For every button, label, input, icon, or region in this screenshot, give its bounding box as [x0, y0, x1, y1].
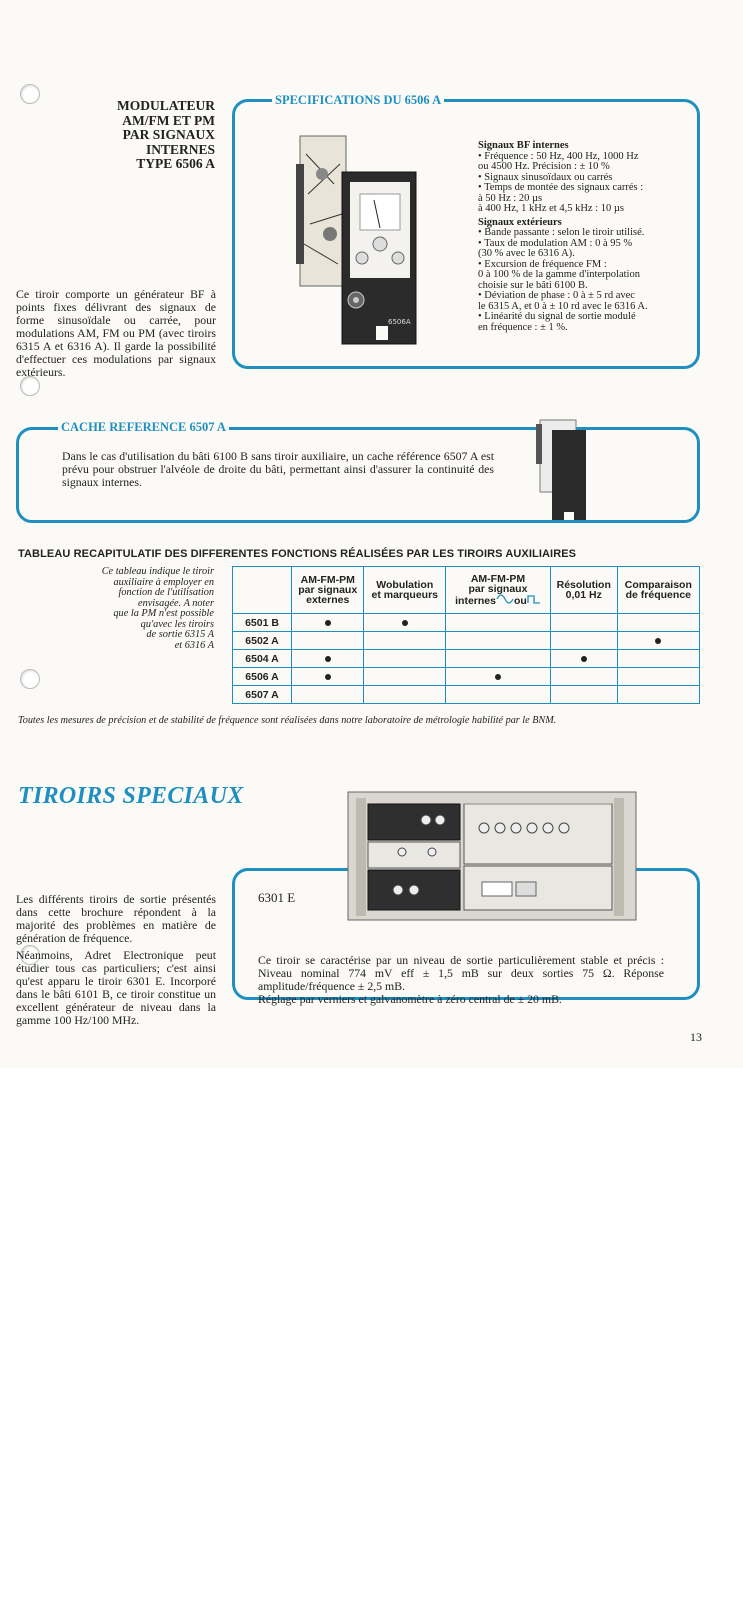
row-label: 6504 A — [233, 650, 292, 668]
speciaux-paragraph-2: Néanmoins, Adret Electronique peut étudier tous cas particuliers; c'est ainsi qu'est apparu le tiroir 6301 E. Incorporé dans le bâti 6101 B, ce tiroir constitue un excellent générateur de niveau dans la gamme 100 Hz/100 MHz. — [16, 948, 216, 1027]
table-cell — [550, 668, 617, 686]
note-line: de sortie 6315 A — [146, 629, 214, 640]
table-cell — [617, 614, 699, 632]
bullet-mark — [325, 656, 331, 662]
column-header-line: externes — [306, 594, 350, 606]
row-label: 6502 A — [233, 632, 292, 650]
spec-line: en fréquence : ± 1 %. — [478, 321, 568, 333]
spec-line: • Linéarité du signal de sortie modulé — [478, 311, 636, 322]
speciaux-paragraph-1: Les différents tiroirs de sortie présentés dans cette brochure répondent à la majorité des problèmes en matière de génération de fréquence. — [16, 892, 216, 945]
title-line: TYPE 6506 A — [136, 156, 215, 171]
table-cell — [617, 686, 699, 704]
column-header-line: Comparaison — [624, 579, 692, 591]
tableau-title: TABLEAU RECAPITULATIF DES DIFFERENTES FONCTIONS RÉALISÉES PAR LES TIROIRS AUXILIAIRES — [18, 548, 577, 560]
section2-title: Signaux extérieurs — [478, 216, 562, 228]
column-header — [364, 567, 446, 614]
note-line: que la PM n'est possible — [113, 608, 214, 619]
spec-line: • Temps de montée des signaux carrés : — [478, 182, 644, 193]
model-6301e-label: 6301 E — [258, 890, 296, 905]
table-cell — [446, 614, 551, 632]
modulateur-description: Ce tiroir comporte un générateur BF à points fixes délivrant des signaux de forme sinusoïdale ou carrée, pour modulations AM, FM ou PM (avec tiroirs 6315 A et 6316 A). Il garde la possibilité d'effectuer ces modulations par signaux extérieurs. — [16, 287, 216, 379]
table-row — [233, 668, 700, 686]
bullet-mark — [325, 674, 331, 680]
row-label: 6506 A — [233, 668, 292, 686]
cache-title: CACHE REFERENCE 6507 A — [58, 420, 229, 435]
column-header-line: par signaux — [298, 584, 358, 596]
section2-lines — [478, 228, 666, 333]
table-row — [233, 614, 700, 632]
spec-line: choisie sur le bâti 6100 B. — [478, 279, 588, 291]
note-line: Ce tableau indique le tiroir — [101, 566, 214, 577]
section1-lines — [478, 152, 666, 215]
table-header-row — [233, 567, 700, 614]
column-header-line: AM-FM-PM — [470, 573, 526, 585]
table-cell — [446, 668, 551, 686]
sine-wave-icon — [496, 594, 514, 604]
column-header — [446, 567, 551, 614]
table-cell — [364, 650, 446, 668]
column-header — [292, 567, 364, 614]
module-6506a-illustration — [294, 124, 422, 348]
spec-line: • Déviation de phase : 0 à ± 5 rd avec — [478, 290, 635, 301]
bati-6101b-illustration — [342, 786, 638, 926]
row-label: 6501 B — [233, 614, 292, 632]
column-header-line: par signaux — [468, 583, 528, 595]
table-cell — [364, 686, 446, 704]
specifications-title: SPECIFICATIONS DU 6506 A — [272, 93, 444, 108]
spec-line: • Fréquence : 50 Hz, 400 Hz, 1000 Hz — [478, 150, 639, 162]
bullet-mark — [325, 620, 331, 626]
table-cell — [550, 650, 617, 668]
table-row — [233, 686, 700, 704]
table-cell — [550, 686, 617, 704]
column-header-line: AM-FM-PM — [300, 574, 355, 586]
bullet-mark — [495, 674, 501, 680]
title-line: AM/FM ET PM — [122, 112, 215, 128]
section1-title: Signaux BF internes — [478, 140, 569, 151]
table-cell — [364, 632, 446, 650]
note-line: envisagée. A noter — [138, 597, 214, 609]
spec-line: le 6315 A, et 0 à ± 10 rd avec le 6316 A. — [478, 300, 648, 312]
table-cell — [550, 632, 617, 650]
table-cell — [446, 650, 551, 668]
binder-hole — [20, 84, 40, 104]
spec-line: à 50 Hz : 20 µs — [478, 192, 543, 204]
tableau-note — [80, 567, 214, 651]
spec-line: • Excursion de fréquence FM : — [478, 258, 607, 270]
column-header-line: de fréquence — [625, 589, 691, 601]
table-cell — [617, 632, 699, 650]
note-line: auxiliaire à employer en — [113, 576, 214, 588]
table-cell — [446, 632, 551, 650]
table-cell — [292, 650, 364, 668]
bullet-mark — [655, 638, 661, 644]
table-corner-cell — [233, 567, 292, 614]
cache-text: Dans le cas d'utilisation du bâti 6100 B sans tiroir auxiliaire, un cache référence 6507 A est prévu pour obstruer l'alvéole de droite du bâti, permettant ainsi d'assurer la continuité des signaux internes. — [62, 449, 494, 489]
title-line: MODULATEUR — [116, 98, 215, 113]
model-6301e-paragraph-1: Ce tiroir se caractérise par un niveau de sortie particulièrement stable et précis : Niveau nominal 774 mV eff ± 1,5 mB sur deux sorties 75 Ω. Réponse amplitude/fréquence ± 2,5 mB. — [258, 953, 664, 993]
table-cell — [292, 614, 364, 632]
module-label: 6506A — [388, 318, 411, 326]
column-header-line: 0,01 Hz — [565, 589, 602, 601]
spec-line: ou 4500 Hz. Précision : ± 10 % — [478, 161, 610, 172]
model-6301e-description — [258, 954, 664, 1006]
table-row — [233, 650, 700, 668]
spec-line: à 400 Hz, 1 kHz et 4,5 kHz : 10 µs — [478, 203, 625, 214]
recap-table — [232, 566, 700, 704]
bullet-mark — [581, 656, 587, 662]
column-header-line: Wobulation — [376, 579, 434, 591]
binder-hole — [20, 669, 40, 689]
title-line: INTERNES — [145, 141, 215, 157]
spec-line: (30 % avec le 6316 A). — [478, 248, 575, 259]
table-row — [233, 632, 700, 650]
table-cell — [292, 632, 364, 650]
table-cell — [292, 686, 364, 704]
modulateur-title — [95, 99, 215, 172]
binder-hole — [20, 376, 40, 396]
table-cell — [292, 668, 364, 686]
column-header-line: internes — [455, 595, 496, 607]
note-line: qu'avec les tiroirs — [140, 618, 214, 630]
column-header — [617, 567, 699, 614]
internes-line — [446, 594, 550, 606]
table-cell — [446, 686, 551, 704]
table-cell — [617, 668, 699, 686]
column-header-line: et marqueurs — [371, 589, 439, 601]
spec-line: • Taux de modulation AM : 0 à 95 % — [478, 237, 633, 249]
speciaux-title: TIROIRS SPECIAUX — [18, 783, 244, 809]
spec-line: • Bande passante : selon le tiroir utilisé. — [478, 227, 645, 238]
square-wave-icon — [527, 594, 541, 604]
tableau-footnote: Toutes les mesures de précision et de stabilité de fréquence sont réalisées dans notre laboratoire de métrologie habilité par le BNM. — [18, 715, 557, 726]
bullet-mark — [402, 620, 408, 626]
cache-6507a-illustration — [530, 416, 590, 524]
note-line: et 6316 A — [174, 639, 214, 651]
table-cell — [364, 614, 446, 632]
title-line: PAR SIGNAUX — [122, 127, 215, 142]
spec-line: • Signaux sinusoïdaux ou carrés — [478, 171, 613, 183]
spec-line: 0 à 100 % de la gamme d'interpolation — [478, 269, 640, 280]
table-cell — [550, 614, 617, 632]
row-label: 6507 A — [233, 686, 292, 704]
column-header-line: Résolution — [556, 579, 611, 591]
speciaux-text — [16, 893, 216, 1027]
model-6301e-paragraph-2: Réglage par verniers et galvanomètre à zéro central de ± 20 mB. — [258, 992, 562, 1006]
or-label: ou — [513, 595, 527, 607]
note-line: fonction de l'utilisation — [118, 587, 214, 598]
page-number: 13 — [690, 1030, 702, 1044]
column-header — [550, 567, 617, 614]
table-cell — [617, 650, 699, 668]
table-cell — [364, 668, 446, 686]
specifications-text — [478, 138, 666, 333]
